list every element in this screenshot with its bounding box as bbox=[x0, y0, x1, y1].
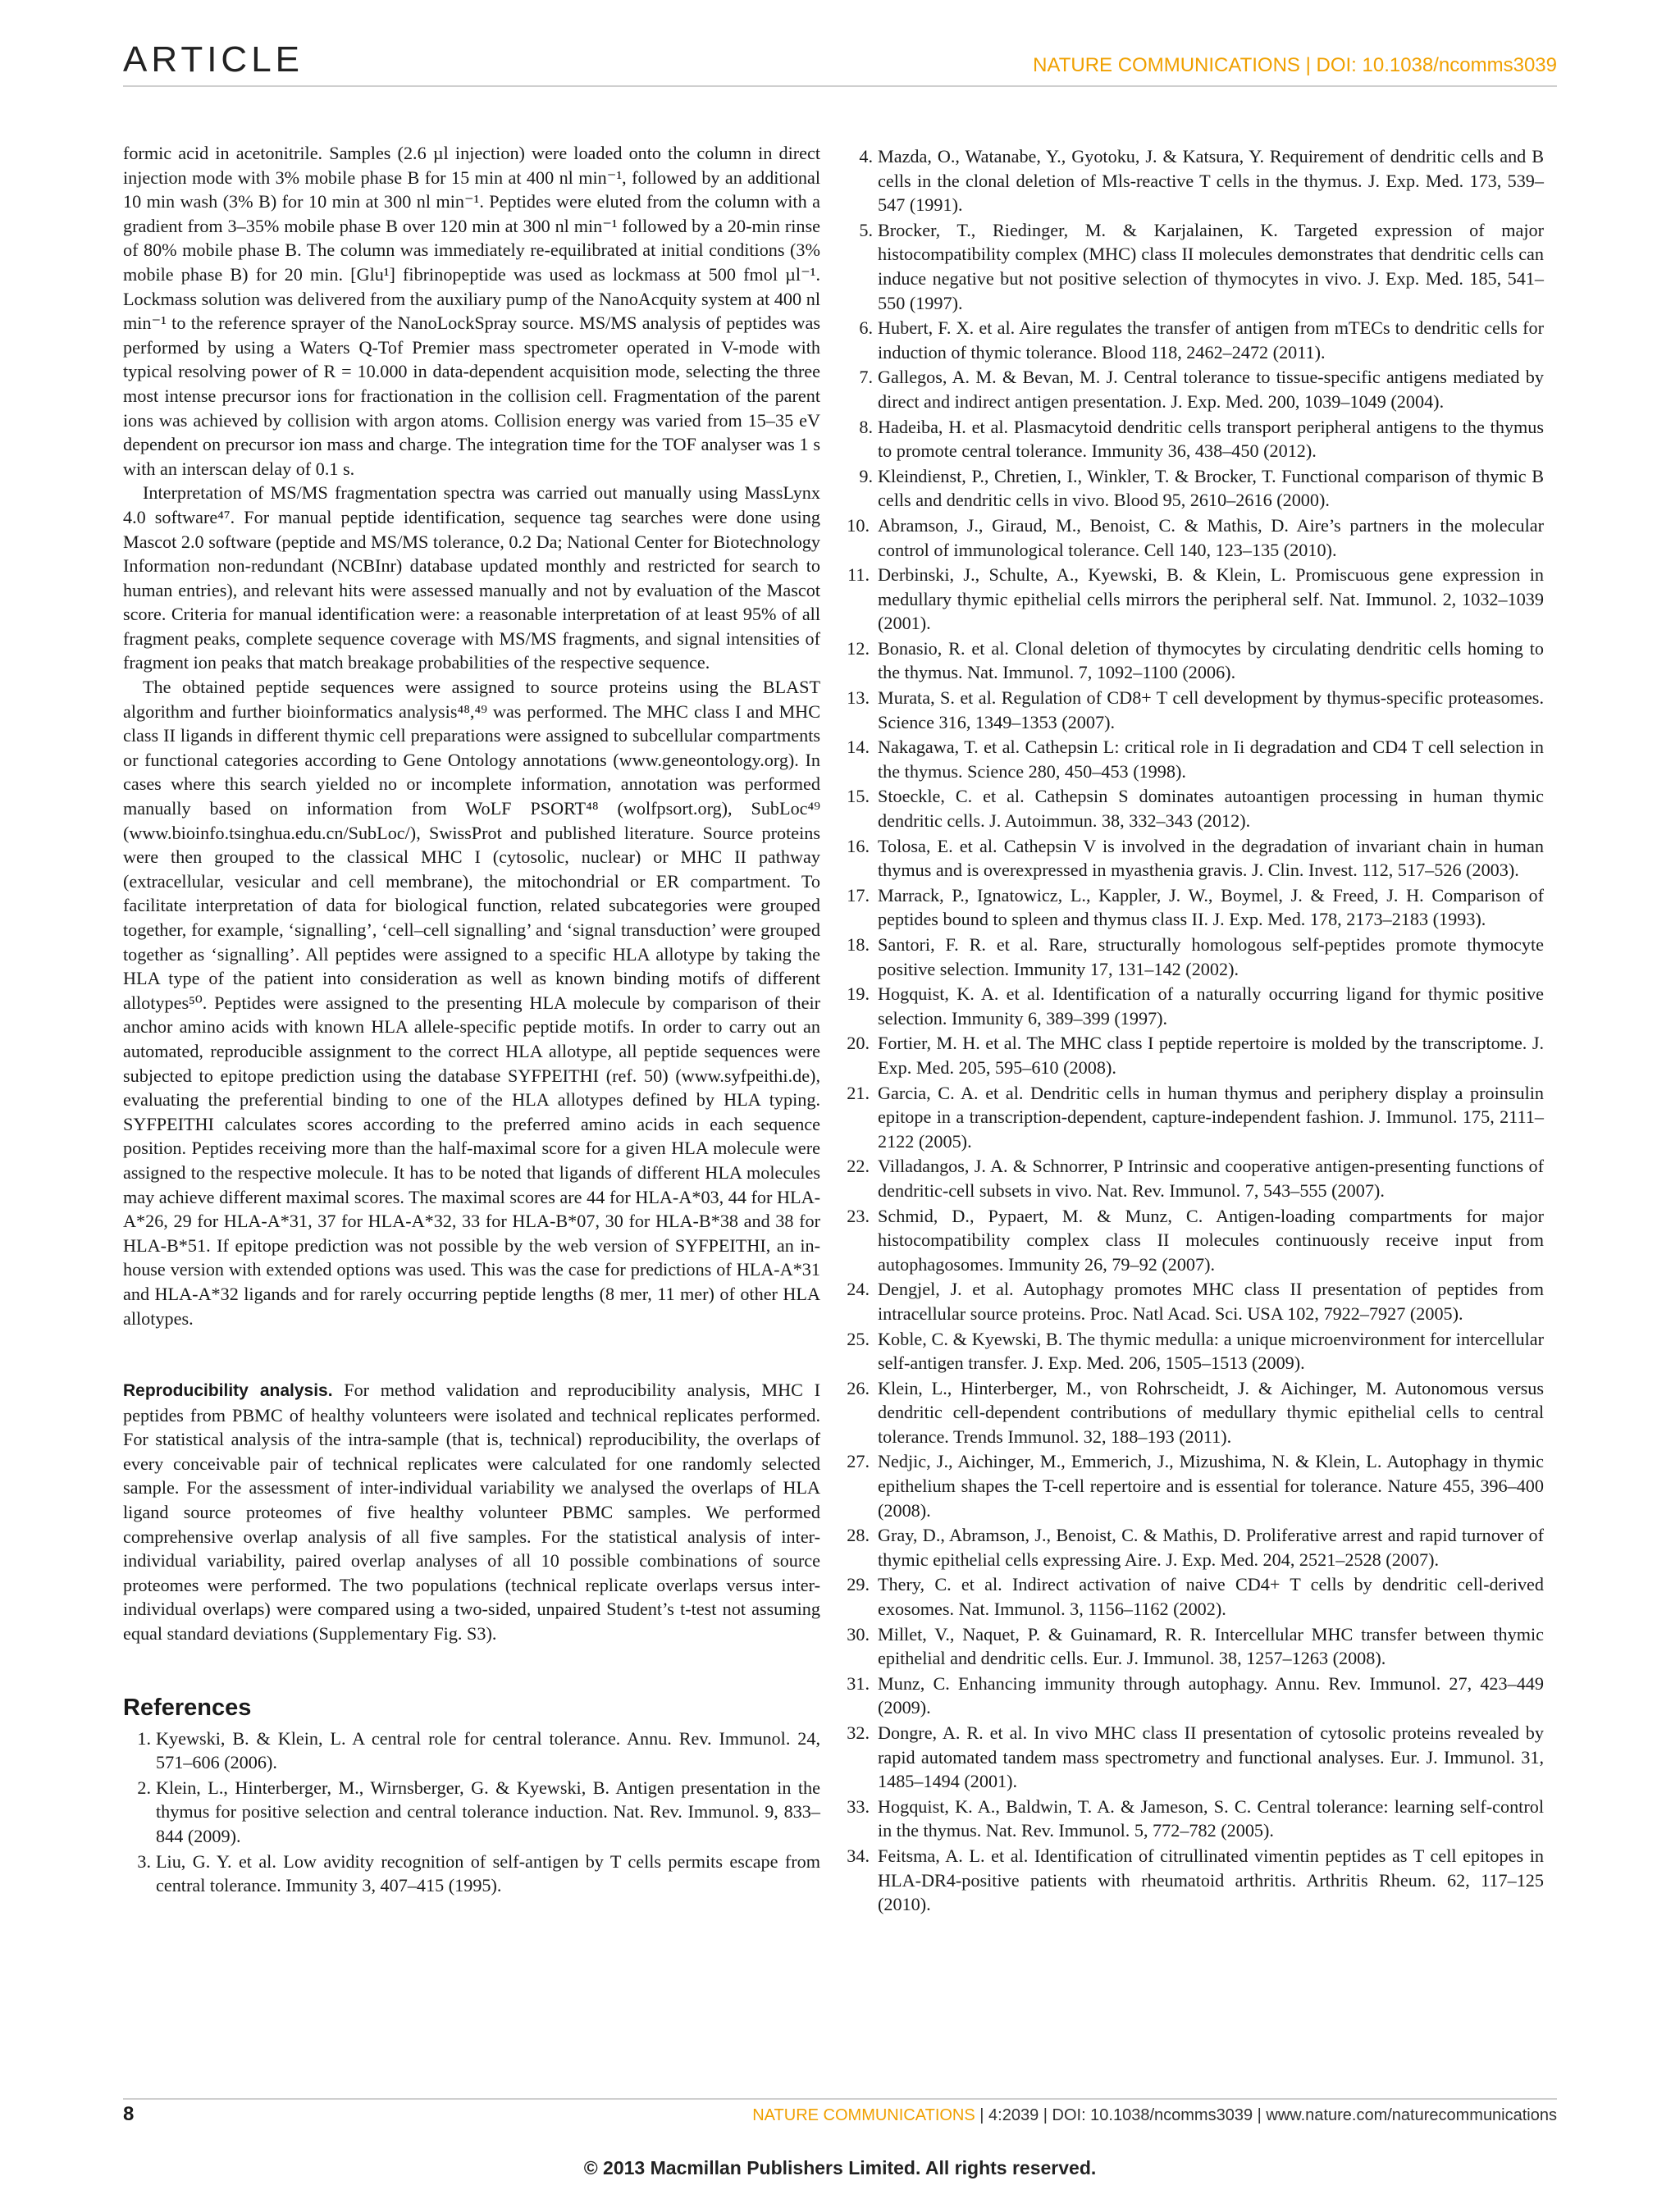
footer-brand: NATURE COMMUNICATIONS bbox=[752, 2106, 975, 2124]
footer-citation-text: | 4:2039 | DOI: 10.1038/ncomms3039 | www.nature.com/naturecommunications bbox=[975, 2106, 1557, 2124]
reference-number: 14. bbox=[847, 737, 870, 758]
reference-number: 30. bbox=[847, 1623, 870, 1645]
reference-item bbox=[845, 1031, 1544, 1079]
right-column bbox=[845, 144, 1544, 1918]
reference-item bbox=[845, 784, 1544, 833]
reference-text: Gray, D., Abramson, J., Benoist, C. & Mathis, D. Proliferative arrest and rapid turnover of thymic epithelial cells expressing Aire. J. Exp. Med. 204, 2521–2528 (2007). bbox=[878, 1525, 1544, 1570]
reference-number: 16. bbox=[847, 835, 870, 856]
reproducibility-paragraph bbox=[123, 1378, 820, 1646]
reference-item bbox=[845, 1523, 1544, 1572]
reference-text: Murata, S. et al. Regulation of CD8+ T cell development by thymus-specific proteasomes. Science 316, 1349–1353 (2007). bbox=[878, 687, 1544, 732]
reference-text: Hogquist, K. A., Baldwin, T. A. & Jameson, S. C. Central tolerance: learning self-control in the thymus. Nat. Rev. Immunol. 5, 772–782 (2005). bbox=[878, 1795, 1544, 1841]
left-column bbox=[123, 141, 820, 1899]
reference-item bbox=[845, 1204, 1544, 1277]
reference-number: 25. bbox=[847, 1328, 870, 1349]
reference-text: Santori, F. R. et al. Rare, structurally homologous self-peptides promote thymocyte positive selection. Immunity 17, 131–142 (2002). bbox=[878, 934, 1544, 979]
reference-item bbox=[845, 834, 1544, 883]
reference-text: Gallegos, A. M. & Bevan, M. J. Central tolerance to tissue-specific antigens mediated by direct and indirect antigen presentation. J. Exp. Med. 200, 1039–1049 (2004). bbox=[878, 367, 1544, 412]
reference-text: Dongre, A. R. et al. In vivo MHC class II presentation of cytosolic proteins revealed by rapid automated tandem mass spectrometry and functional analyses. Eur. J. Immunol. 31, 1485–1494 (2001). bbox=[878, 1722, 1544, 1792]
reference-text: Villadangos, J. A. & Schnorrer, P Intrinsic and cooperative antigen-presenting functions of dendritic-cell subsets in vivo. Nat. Rev. Immunol. 7, 543–555 (2007). bbox=[878, 1156, 1544, 1201]
reference-text: Thery, C. et al. Indirect activation of naive CD4+ T cells by dendritic cell-derived exosomes. Nat. Immunol. 3, 1156–1162 (2002). bbox=[878, 1574, 1544, 1620]
reference-item bbox=[845, 1154, 1544, 1202]
section-gap bbox=[123, 1646, 820, 1694]
copyright-notice: © 2013 Macmillan Publishers Limited. All rights reserved. bbox=[583, 2157, 1097, 2178]
reference-text: Kyewski, B. & Klein, L. A central role for central tolerance. Annu. Rev. Immunol. 24, 571–606 (2006). bbox=[156, 1727, 820, 1773]
reference-text: Klein, L., Hinterberger, M., von Rohrscheidt, J. & Aichinger, M. Autonomous versus dendritic cell-dependent contributions of medullary thymic epithelial cells to central tolerance. Trends Immunol. 32, 188–193 (2011). bbox=[878, 1377, 1544, 1447]
reproducibility-heading: Reproducibility analysis. bbox=[123, 1381, 333, 1401]
reference-item bbox=[845, 464, 1544, 513]
reference-number: 18. bbox=[847, 934, 870, 955]
reference-number: 15. bbox=[847, 786, 870, 807]
reference-item bbox=[845, 563, 1544, 636]
reference-item bbox=[845, 1672, 1544, 1720]
reference-item bbox=[845, 513, 1544, 562]
reference-number: 10. bbox=[847, 514, 870, 536]
reference-text: Hubert, F. X. et al. Aire regulates the transfer of antigen from mTECs to dendritic cells for induction of thymic tolerance. Blood 118, 2462–2472 (2011). bbox=[878, 317, 1544, 363]
reference-text: Hadeiba, H. et al. Plasmacytoid dendritic cells transport peripheral antigens to the thymus to promote central tolerance. Immunity 36, 438–450 (2012). bbox=[878, 416, 1544, 462]
reference-number: 26. bbox=[847, 1377, 870, 1398]
reference-item bbox=[845, 1277, 1544, 1325]
reference-number: 19. bbox=[847, 983, 870, 1005]
reproducibility-body: For method validation and reproducibility analysis, MHC I peptides from PBMC of healthy volunteers were isolated and technical replicates performed. For statistical analysis of the intra-sample (that is, technical) reproducibility, the overlaps of every conceivable pair of technical replicates were calculated for one randomly selected sample. For the assessment of inter-individual variability we analysed the overlaps of HLA ligand source proteomes of five healthy volunteer PBMC samples. We performed comprehensive overlap analysis of all five samples. For the statistical analysis of inter-individual variability, paired overlap analyses of all 10 possible combinations of source proteomes were performed. The two populations (technical replicate overlaps versus inter-individual overlaps) were compared using a two-sided, unpaired Student’s t-test not assuming equal standard deviations (Supplementary Fig. S3). bbox=[123, 1380, 820, 1645]
section-gap bbox=[123, 1330, 820, 1378]
reference-text: Derbinski, J., Schulte, A., Kyewski, B. & Klein, L. Promiscuous gene expression in medullary thymic epithelial cells mirrors the peripheral self. Nat. Immunol. 2, 1032–1039 (2001). bbox=[878, 564, 1544, 634]
reference-text: Kleindienst, P., Chretien, I., Winkler, T. & Brocker, T. Functional comparison of thymic B cells and dendritic cells in vivo. Blood 95, 2610–2616 (2000). bbox=[878, 465, 1544, 511]
reference-item bbox=[845, 1449, 1544, 1522]
section-label: ARTICLE bbox=[123, 39, 304, 80]
methods-paragraph-lc-ms: formic acid in acetonitrile. Samples (2.6 µl injection) were loaded onto the column in direct injection mode with 3% mobile phase B for 15 min at 400 nl min⁻¹, followed by an additional 10 min wash (3% B) for 10 min at 300 nl min⁻¹. Peptides were eluted from the column with a gradient from 3–35% mobile phase B over 120 min at 300 nl min⁻¹ followed by a 20-min rinse of 80% mobile phase B. The column was immediately re-equilibrated at initial conditions (3% mobile phase B) for 20 min. [Glu¹] fibrinopeptide was used as lockmass at 500 fmol µl⁻¹. Lockmass solution was delivered from the auxiliary pump of the NanoAcquity system at 400 nl min⁻¹ to the reference sprayer of the NanoLockSpray source. MS/MS analysis of peptides was performed by using a Waters Q-Tof Premier mass spectrometer operated in V-mode with typical resolving power of R = 10.000 in data-dependent acquisition mode, selecting the three most intense precursor ions for fractionation in the collision cell. Fragmentation of the parent ions was achieved by collision with argon atoms. Collision energy was varied from 15–35 eV dependent on precursor ion mass and charge. The integration time for the TOF analyser was 1 s with an interscan delay of 0.1 s. bbox=[123, 143, 820, 479]
reference-number: 28. bbox=[847, 1525, 870, 1546]
reference-text: Bonasio, R. et al. Clonal deletion of thymocytes by circulating dendritic cells homing to the thymus. Nat. Immunol. 7, 1092–1100 (2006). bbox=[878, 637, 1544, 683]
reference-number: 5. bbox=[859, 219, 873, 240]
reference-text: Mazda, O., Watanabe, Y., Gyotoku, J. & Katsura, Y. Requirement of dendritic cells and B cells in the clonal deletion of Mls-reactive T cells in the thymus. J. Exp. Med. 173, 539–547 (1991). bbox=[878, 146, 1544, 216]
reference-number: 29. bbox=[847, 1574, 870, 1595]
reference-text: Hogquist, K. A. et al. Identification of a naturally occurring ligand for thymic positive selection. Immunity 6, 389–399 (1997). bbox=[878, 983, 1544, 1029]
reference-text: Stoeckle, C. et al. Cathepsin S dominates autoantigen processing in human thymic dendritic cells. J. Autoimmun. 38, 332–343 (2012). bbox=[878, 786, 1544, 832]
reference-number: 8. bbox=[859, 416, 873, 437]
reference-item bbox=[845, 415, 1544, 463]
reference-item bbox=[845, 982, 1544, 1030]
reference-number: 27. bbox=[847, 1451, 870, 1472]
reference-number: 17. bbox=[847, 884, 870, 906]
reference-number: 22. bbox=[847, 1156, 870, 1177]
reference-item bbox=[845, 1844, 1544, 1917]
reference-item bbox=[845, 1795, 1544, 1843]
reference-number: 4. bbox=[859, 146, 873, 167]
reference-number: 9. bbox=[859, 465, 873, 486]
methods-paragraph-annotation: The obtained peptide sequences were assigned to source proteins using the BLAST algorithm and further bioinformatics analysis⁴⁸,⁴⁹ was performed. The MHC class I and MHC class II ligands in different thymic cell preparations were assigned to subcellular compartments or functional categories according to Gene Ontology annotations (www.geneontology.org). In cases where this search yielded no or incomplete information, annotation was performed manually based on information from WoLF PSORT⁴⁸ (wolfpsort.org), SubLoc⁴⁹ (www.bioinfo.tsinghua.edu.cn/SubLoc/), SwissProt and published literature. Source proteins were then grouped to the classical MHC I (cytosolic, nuclear) or MHC II pathway (extracellular, vesicular and cell membrane), the mitochondrial or ER compartment. To facilitate interpretation of data for biological function, related subcategories were grouped together, for example, ‘signalling’, ‘cell–cell signalling’ and ‘signal transduction’ were grouped together as ‘signalling’. All peptides were assigned to a specific HLA allotype by taking the HLA type of the patient into consideration as well as known binding motifs of different allotypes⁵⁰. Peptides were assigned to the presenting HLA molecule by comparison of their anchor amino acids with known HLA allele-specific peptide motifs. In order to carry out an automated, reproducible assignment to the correct HLA allotype, all peptide sequences were subjected to epitope prediction using the database SYFPEITHI (ref. 50) (www.syfpeithi.de), evaluating the preferential binding to one of the HLA allotypes defined by HLA typing. SYFPEITHI calculates scores according to the preferred amino acids in each sequence position. Peptides receiving more than the half-maximal score for a given HLA molecule were assigned to the respective molecule. It has to be noted that ligands of different HLA molecules may achieve different maximal scores. The maximal scores are 44 for HLA-A*03, 44 for HLA-A*26, 29 for HLA-A*31, 37 for HLA-A*32, 33 for HLA-B*07, 30 for HLA-B*38 and 38 for HLA-B*51. If epitope prediction was not possible by the web version of SYFPEITHI, an in-house version with extended options was used. This was the case for predictions of HLA-A*31 and HLA-A*32 ligands and for rarely occurring peptide lengths (8 mer, 11 mer) of other HLA allotypes. bbox=[123, 677, 820, 1329]
page-number: 8 bbox=[123, 2103, 135, 2125]
reference-item bbox=[123, 1850, 820, 1898]
reference-text: Fortier, M. H. et al. The MHC class I peptide repertoire is molded by the transcriptome. J. Exp. Med. 205, 595–610 (2008). bbox=[878, 1033, 1544, 1078]
reference-number: 13. bbox=[847, 687, 870, 709]
reference-number: 3. bbox=[137, 1850, 151, 1872]
reference-item bbox=[845, 1376, 1544, 1449]
reference-number: 32. bbox=[847, 1722, 870, 1743]
reference-item bbox=[845, 686, 1544, 734]
reference-text: Liu, G. Y. et al. Low avidity recognition of self-antigen by T cells permits escape from central tolerance. Immunity 3, 407–415 (1995). bbox=[156, 1850, 820, 1896]
reference-number: 11. bbox=[847, 564, 870, 586]
reference-number: 1. bbox=[137, 1727, 151, 1749]
reference-text: Feitsma, A. L. et al. Identification of citrullinated vimentin peptides as T cell epitopes in HLA-DR4-positive patients with rheumatoid arthritis. Arthritis Rheum. 62, 117–125 (2010). bbox=[878, 1845, 1544, 1915]
reference-text: Nakagawa, T. et al. Cathepsin L: critical role in Ii degradation and CD4 T cell selection in the thymus. Science 280, 450–453 (1998). bbox=[878, 737, 1544, 782]
reference-text: Brocker, T., Riedinger, M. & Karjalainen, K. Targeted expression of major histocompatibility complex (MHC) class II molecules demonstrates that dendritic cells can induce negative but not positive selection of thymocytes in vivo. J. Exp. Med. 185, 541–550 (1997). bbox=[878, 219, 1544, 313]
reference-number: 21. bbox=[847, 1082, 870, 1103]
reference-number: 31. bbox=[847, 1672, 870, 1694]
reference-number: 20. bbox=[847, 1033, 870, 1054]
reference-number: 12. bbox=[847, 637, 870, 659]
reference-number: 23. bbox=[847, 1205, 870, 1226]
reference-item bbox=[845, 316, 1544, 364]
reference-text: Tolosa, E. et al. Cathepsin V is involved in the degradation of invariant chain in human thymus and is overexpressed in myasthenia gravis. J. Clin. Invest. 112, 517–526 (2003). bbox=[878, 835, 1544, 881]
reference-item bbox=[845, 218, 1544, 315]
reference-text: Dengjel, J. et al. Autophagy promotes MHC class II presentation of peptides from intracellular source proteins. Proc. Natl Acad. Sci. USA 102, 7922–7927 (2005). bbox=[878, 1279, 1544, 1324]
references-list-right bbox=[845, 144, 1544, 1917]
reference-item bbox=[845, 636, 1544, 685]
reference-item bbox=[845, 735, 1544, 783]
reference-text: Munz, C. Enhancing immunity through autophagy. Annu. Rev. Immunol. 27, 423–449 (2009). bbox=[878, 1672, 1544, 1718]
reference-item bbox=[845, 365, 1544, 413]
reference-item bbox=[123, 1776, 820, 1849]
reference-number: 33. bbox=[847, 1795, 870, 1817]
reference-text: Millet, V., Naquet, P. & Guinamard, R. R. Intercellular MHC transfer between thymic epithelial and dendritic cells. Eur. J. Immunol. 38, 1257–1263 (2008). bbox=[878, 1623, 1544, 1669]
references-heading: References bbox=[123, 1694, 252, 1721]
reference-number: 2. bbox=[137, 1777, 151, 1798]
reference-text: Koble, C. & Kyewski, B. The thymic medulla: a unique microenvironment for intercellular self-antigen transfer. J. Exp. Med. 206, 1505–1513 (2009). bbox=[878, 1328, 1544, 1374]
footer-divider bbox=[123, 2098, 1557, 2100]
reference-text: Nedjic, J., Aichinger, M., Emmerich, J., Mizushima, N. & Klein, L. Autophagy in thymic epithelium shapes the T-cell repertoire and is essential for tolerance. Nature 455, 396–400 (2008). bbox=[878, 1451, 1544, 1521]
reference-number: 7. bbox=[859, 367, 873, 388]
references-list-left bbox=[123, 1727, 820, 1898]
reference-text: Garcia, C. A. et al. Dendritic cells in human thymus and periphery display a proinsulin epitope in a transcription-dependent, capture-independent fashion. J. Immunol. 175, 2111–2122 (2005). bbox=[878, 1082, 1544, 1152]
header-divider bbox=[123, 85, 1557, 87]
reference-number: 24. bbox=[847, 1279, 870, 1300]
reference-item bbox=[845, 933, 1544, 981]
reference-item bbox=[845, 1622, 1544, 1671]
footer-citation bbox=[752, 2106, 1557, 2125]
reference-item bbox=[845, 883, 1544, 932]
methods-paragraph-msms-interpretation: Interpretation of MS/MS fragmentation spectra was carried out manually using MassLynx 4.0 software⁴⁷. For manual peptide identification, sequence tag searches were done using Mascot 2.0 software (peptide and MS/MS tolerance, 0.2 Da; National Center for Biotechnology Information non-redundant (NCBInr) database updated monthly and restricted for search to human entries), and relevant hits were assessed manually and not by evaluation of the Mascot score. Criteria for manual identification were: a reasonable interpretation of at least 95% of all fragment peaks, complete sequence coverage with MS/MS fragments, and signal intensities of fragment ion peaks that match breakage probabilities of the respective sequence. bbox=[123, 482, 820, 673]
reference-item bbox=[845, 1327, 1544, 1375]
reference-text: Abramson, J., Giraud, M., Benoist, C. & Mathis, D. Aire’s partners in the molecular control of immunological tolerance. Cell 140, 123–135 (2010). bbox=[878, 514, 1544, 560]
reference-number: 6. bbox=[859, 317, 873, 339]
reference-item bbox=[845, 144, 1544, 217]
reference-item bbox=[845, 1081, 1544, 1154]
reference-number: 34. bbox=[847, 1845, 870, 1866]
journal-doi-header: NATURE COMMUNICATIONS | DOI: 10.1038/ncomms3039 bbox=[1033, 54, 1557, 76]
reference-text: Klein, L., Hinterberger, M., Wirnsberger, G. & Kyewski, B. Antigen presentation in the thymus for positive selection and central tolerance induction. Nat. Rev. Immunol. 9, 833–844 (2009). bbox=[156, 1777, 820, 1846]
reference-text: Schmid, D., Pypaert, M. & Munz, C. Antigen-loading compartments for major histocompatibility complex class II molecules continuously receive input from autophagosomes. Immunity 26, 79–92 (2007). bbox=[878, 1205, 1544, 1275]
reference-item bbox=[845, 1721, 1544, 1794]
reference-text: Marrack, P., Ignatowicz, L., Kappler, J. W., Boymel, J. & Freed, J. H. Comparison of peptides bound to spleen and thymus class II. J. Exp. Med. 178, 2173–2183 (1993). bbox=[878, 884, 1544, 930]
reference-item bbox=[845, 1572, 1544, 1621]
reference-item bbox=[123, 1727, 820, 1775]
